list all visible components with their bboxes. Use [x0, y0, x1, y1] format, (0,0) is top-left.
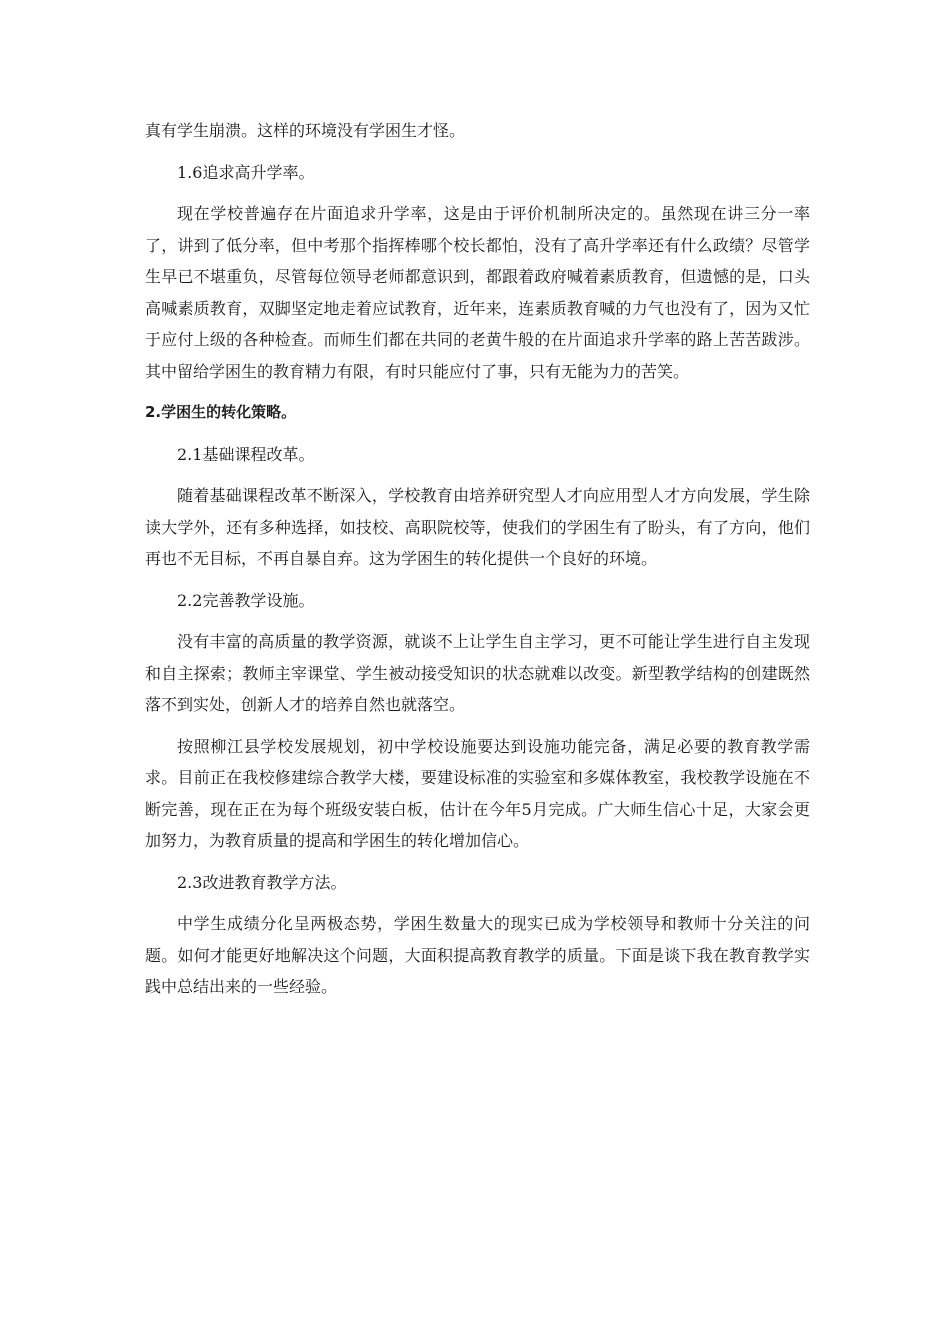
- subheading-2-1: 2.1基础课程改革。: [177, 444, 315, 464]
- paragraph-continuation: 真有学生崩溃。这样的环境没有学困生才怪。: [145, 121, 466, 140]
- document-body: [145, 115, 810, 1013]
- paragraph-1-6-body: 现在学校普遍存在片面追求升学率，这是由于评价机制所决定的。虽然现在讲三分一率了，讲到了低分率，但中考那个指挥棒哪个校长都怕，没有了高升学率还有什么政绩？尽管学生早已不堪重负，尽管每位领导老师都意识到，都跟着政府喊着素质教育，但遗憾的是，口头高喊素质教育，双脚坚定地走着应试教育，近年来，连素质教育喊的力气也没有了，因为又忙于应付上级的各种检查。而师生们都在共同的老黄牛般的在片面追求升学率的路上苦苦跋涉。其中留给学困生的教育精力有限，有时只能应付了事，只有无能为力的苦笑。: [145, 204, 810, 381]
- subheading-2-2: 2.2完善教学设施。: [177, 590, 315, 610]
- paragraph-2-3-body: 中学生成绩分化呈两极态势，学困生数量大的现实已成为学校领导和教师十分关注的问题。如何才能更好地解决这个问题，大面积提高教育教学的质量。下面是谈下我在教育教学实践中总结出来的一些经验。: [145, 914, 810, 996]
- paragraph-2-1-body: 随着基础课程改革不断深入，学校教育由培养研究型人才向应用型人才方向发展，学生除读大学外，还有多种选择，如技校、高职院校等，使我们的学困生有了盼头，有了方向，他们再也不无目标，不再自暴自弃。这为学困生的转化提供一个良好的环境。: [145, 486, 810, 568]
- paragraph-2-2-body-a: 没有丰富的高质量的教学资源，就谈不上让学生自主学习，更不可能让学生进行自主发现和自主探索；教师主宰课堂、学生被动接受知识的状态就难以改变。新型教学结构的创建既然落不到实处，创新人才的培养自然也就落空。: [145, 632, 810, 714]
- subheading-2-3: 2.3改进教育教学方法。: [177, 872, 347, 892]
- section-heading-2: 2.学困生的转化策略。: [145, 403, 297, 421]
- subheading-1-6: 1.6追求高升学率。: [177, 162, 315, 182]
- paragraph-2-2-body-b: 按照柳江县学校发展规划，初中学校设施要达到设施功能完备，满足必要的教育教学需求。目前正在我校修建综合教学大楼，要建设标准的实验室和多媒体教室，我校教学设施在不断完善，现在正在为每个班级安装白板，估计在今年5月完成。广大师生信心十足，大家会更加努力，为教育质量的提高和学困生的转化增加信心。: [145, 736, 810, 850]
